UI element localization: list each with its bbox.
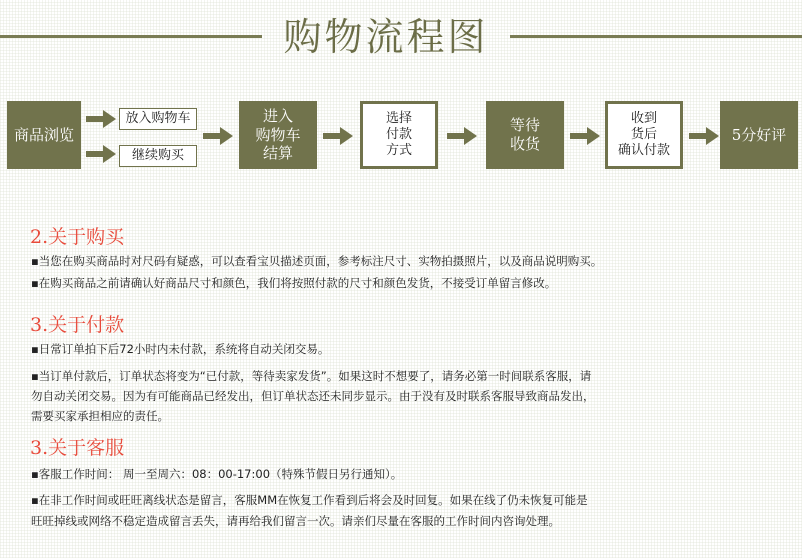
flow-step-add-cart: 放入购物车 [119,108,197,130]
flow-step-wait: 等待 收货 [486,101,564,169]
arrow-right-icon [203,127,233,145]
section-title-payment: 3.关于付款 [30,314,125,336]
arrow-right-icon [86,145,116,163]
section-title-purchase: 2.关于购买 [30,226,125,248]
purchase-text: ▪当您在购买商品时对尺码有疑惑，可以查看宝贝描述页面，参考标注尺寸、实物拍摄照片，以及商品说明购买。 [31,254,603,268]
payment-text: ▪当订单付款后，订单状态将变为“已付款，等待卖家发货”。如果这时不想要了，请务必第一时间联系客服，请 [31,369,592,383]
arrow-right-icon [447,127,477,145]
arrow-right-icon [323,127,353,145]
section-title-service: 3.关于客服 [30,437,125,459]
header-rule-right [510,35,802,38]
service-text: ▪在非工作时间或旺旺离线状态是留言，客服MM在恢复工作看到后将会及时回复。如果在线了仍未恢复可能是 [31,493,588,507]
flow-step-payment: 选择 付款 方式 [360,101,438,169]
page-title: 购物流程图 [283,15,489,59]
arrow-right-icon [689,127,719,145]
service-text: ▪客服工作时间： 周一至周六：08：00-17:00（特殊节假日另行通知）。 [31,467,403,481]
flow-step-browse: 商品浏览 [7,101,81,169]
payment-text: 需要买家承担相应的责任。 [31,409,169,423]
payment-text: ▪日常订单拍下后72小时内未付款，系统将自动关闭交易。 [31,342,330,356]
arrow-right-icon [570,127,600,145]
flow-step-continue: 继续购买 [119,145,197,167]
flow-step-checkout: 进入 购物车 结算 [239,101,317,169]
payment-text: 勿自动关闭交易。因为有可能商品已经发出，但订单状态还未同步显示。由于没有及时联系客服导致商品发出， [31,389,595,403]
flow-step-confirm: 收到 货后 确认付款 [605,101,683,169]
purchase-text: ▪在购买商品之前请确认好商品尺寸和颜色，我们将按照付款的尺寸和颜色发货，不接受订单留言修改。 [31,276,557,290]
flow-step-review: 5分好评 [720,101,798,169]
arrow-right-icon [86,110,116,128]
header-rule-left [0,35,262,38]
service-text: 旺旺掉线或网络不稳定造成留言丢失，请再给我们留言一次。请亲们尽量在客服的工作时间内咨询处理。 [31,514,560,528]
